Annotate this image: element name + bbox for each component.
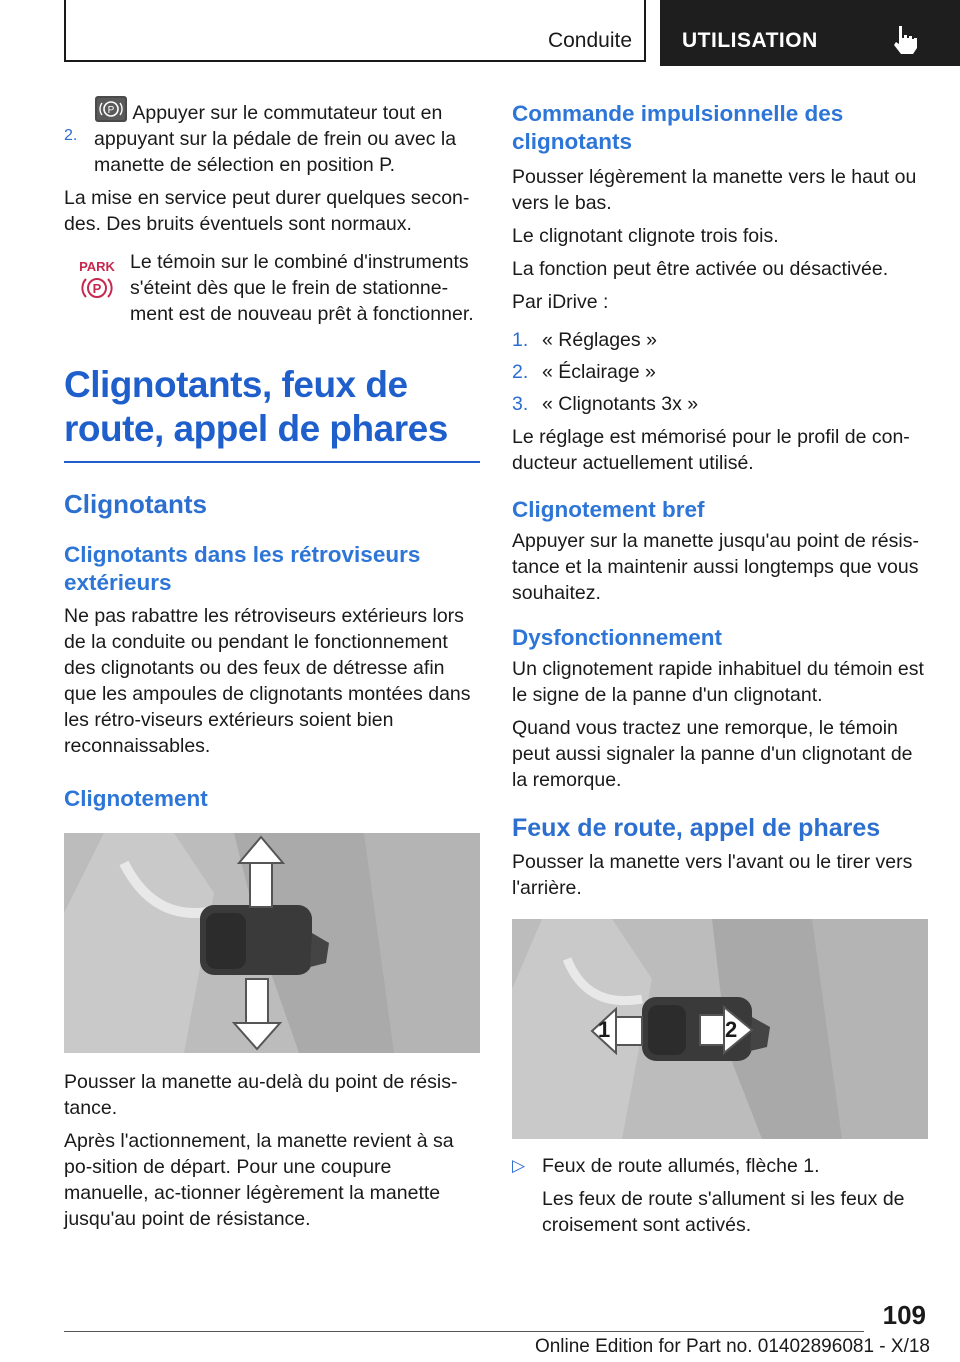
list-item	[512, 327, 928, 353]
illustration-high-beam-stalk	[512, 919, 928, 1139]
paragraph-pousser: Pousser la manette au-delà du point de résis-tance.	[64, 1071, 458, 1119]
header-section-box	[64, 0, 646, 62]
step-2	[64, 100, 480, 178]
paragraph-bref: Appuyer sur la manette jusqu'au point de résis-tance et la maintenir aussi longtemps que vous souhaitez.	[512, 530, 919, 604]
park-label: PARK	[79, 259, 115, 274]
paragraph-trois-fois: Le clignotant clignote trois fois.	[512, 225, 779, 247]
bullet-feux-allumes	[512, 1153, 928, 1238]
bullet-arrow-icon: ▷	[512, 1156, 526, 1175]
footer-rule	[64, 1331, 864, 1332]
header-chapter: UTILISATION	[682, 29, 818, 52]
bullet-subtext: Les feux de route s'allument si les feux de croisement sont activés.	[542, 1188, 905, 1236]
hand-pointer-icon	[890, 24, 920, 56]
paragraph-dysfonctionnement-1: Un clignotement rapide inhabituel du témoin est le signe de la panne d'un clignotant.	[512, 658, 924, 706]
list-item	[512, 391, 928, 417]
idrive-steps	[512, 327, 928, 417]
paragraph-feux: Pousser la manette vers l'avant ou le tirer vers l'arrière.	[512, 851, 913, 899]
header-chapter-box	[660, 0, 960, 66]
right-column	[512, 100, 928, 1238]
heading-rule	[64, 461, 480, 463]
arrow-2-label: 2	[725, 1017, 738, 1042]
paragraph-mise-en-service: La mise en service peut durer quelques secon-des. Des bruits éventuels sont normaux.	[64, 187, 470, 235]
step-text: « Éclairage »	[542, 361, 656, 383]
bullet-text: Feux de route allumés, flèche 1.	[542, 1155, 820, 1177]
heading-clignotement-bref: Clignotement bref	[512, 497, 705, 522]
paragraph-fonction: La fonction peut être activée ou désactivée.	[512, 258, 889, 280]
heading-retroviseurs: Clignotants dans les rétroviseurs extérieurs	[64, 542, 421, 595]
step-text: « Clignotants 3x »	[542, 393, 699, 415]
paragraph-pousser-legerement: Pousser légèrement la manette vers le haut ou vers le bas.	[512, 166, 917, 214]
step-number: 2.	[64, 127, 78, 144]
heading-clignotement: Clignotement	[64, 786, 208, 811]
paragraph-idrive: Par iDrive :	[512, 291, 609, 313]
footer-text: Online Edition for Part no. 01402896081 - X/18	[534, 1336, 930, 1357]
subsection-heading: Clignotants	[64, 489, 207, 519]
parking-brake-switch-icon	[94, 95, 128, 123]
step-number: 2.	[512, 361, 529, 383]
header-section: Conduite	[547, 29, 632, 52]
park-warning-icon	[64, 249, 130, 327]
paragraph-reglage: Le réglage est mémorisé pour le profil de con-ducteur actuellement utilisé.	[512, 426, 910, 474]
list-item	[512, 359, 928, 385]
park-note	[64, 249, 480, 327]
page-header	[64, 0, 960, 66]
heading-feux-de-route: Feux de route, appel de phares	[512, 814, 881, 842]
illustration-turn-signal-stalk	[64, 833, 480, 1053]
paragraph-retroviseurs: Ne pas rabattre les rétroviseurs extérieurs lors de la conduite ou pendant le fonctionnement des clignotants ou des feux de détresse afin que les ampoules de clignotants montées dans les rétro-viseurs extérieurs soient bien reconnaissables.	[64, 605, 471, 757]
section-heading: Clignotants, feux de route, appel de phares	[64, 364, 448, 449]
heading-commande-impulsionnelle: Commande impulsionnelle des clignotants	[512, 101, 844, 154]
paragraph-temoin: Le témoin sur le combiné d'instruments s'éteint dès que le frein de stationne-ment est de nouveau prêt à fonctionner.	[130, 251, 474, 325]
parking-brake-icon	[80, 274, 114, 302]
svg-text:P: P	[92, 281, 102, 296]
paragraph-dysfonctionnement-2: Quand vous tractez une remorque, le témoin peut aussi signaler la panne d'un clignotant de la remorque.	[512, 717, 913, 791]
paragraph-apres: Après l'actionnement, la manette revient à sa po-sition de départ. Pour une coupure manuelle, ac-tionner légèrement la manette jusqu'au point de résistance.	[64, 1130, 454, 1230]
heading-dysfonctionnement: Dysfonctionnement	[512, 625, 723, 650]
step-2-text: Appuyer sur le commutateur tout en appuyant sur la pédale de frein ou avec la manette de sélection en position P.	[94, 102, 457, 176]
arrow-2-icon	[512, 919, 928, 1139]
svg-text:P: P	[107, 105, 115, 116]
left-column	[64, 100, 480, 1232]
step-text: « Réglages »	[542, 329, 657, 351]
arrow-1-label: 1	[598, 1017, 611, 1042]
step-number: 3.	[512, 393, 529, 415]
page-number: 109	[882, 1300, 926, 1330]
step-number: 1.	[512, 329, 529, 351]
